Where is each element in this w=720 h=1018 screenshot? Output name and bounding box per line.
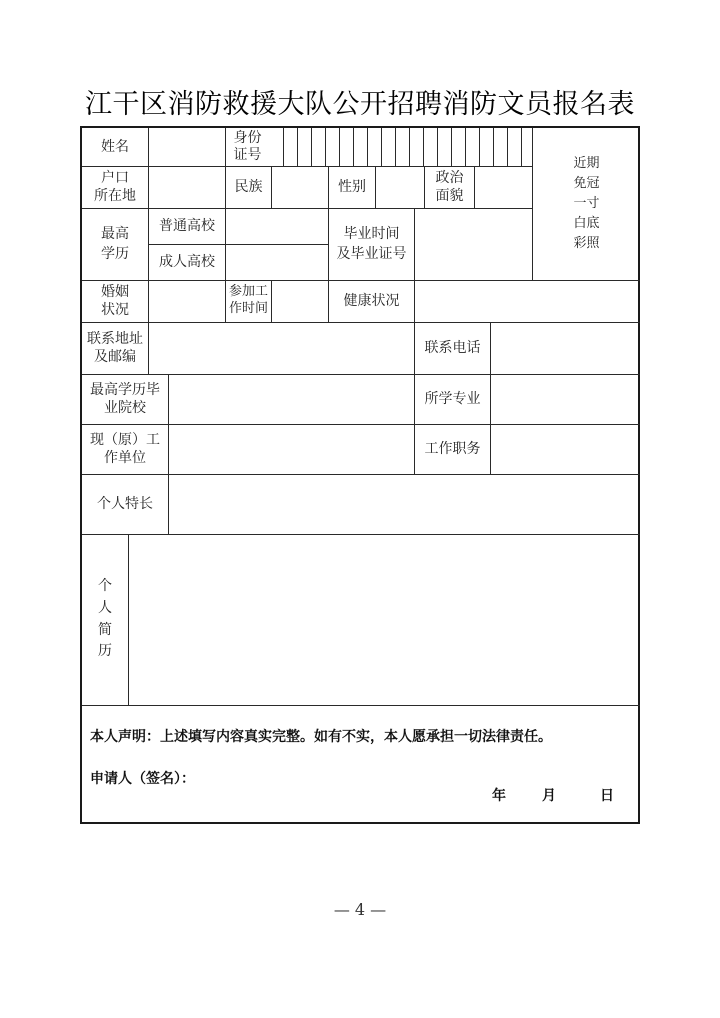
label-marital-status bbox=[82, 280, 148, 322]
label-health: 健康状况 bbox=[343, 292, 400, 309]
political-status-field[interactable] bbox=[475, 166, 532, 208]
form-title: 江干区消防救援大队公开招聘消防文员报名表 bbox=[85, 89, 635, 120]
employer-field[interactable] bbox=[169, 424, 414, 474]
gender-field[interactable] bbox=[376, 166, 424, 208]
regular-college-field[interactable] bbox=[226, 208, 328, 244]
label-education-line2: 学历 bbox=[101, 246, 129, 262]
label-phone: 联系电话 bbox=[424, 339, 481, 356]
label-highest-education bbox=[82, 208, 148, 280]
photo-hint-line4: 白底 bbox=[573, 216, 600, 232]
label-political-line1: 政治 bbox=[435, 169, 464, 186]
label-resume-char2: 人 bbox=[98, 599, 112, 616]
hukou-field[interactable] bbox=[149, 166, 225, 208]
photo-box[interactable] bbox=[533, 128, 640, 280]
photo-hint-line2: 免冠 bbox=[573, 175, 600, 191]
photo-hint-line1: 近期 bbox=[573, 155, 600, 171]
label-hukou-line1: 户口 bbox=[101, 169, 129, 186]
address-field[interactable] bbox=[149, 322, 414, 374]
specialty-field[interactable] bbox=[169, 474, 640, 534]
graduation-school-field[interactable] bbox=[169, 374, 414, 424]
signature-label: 申请人（签名）： bbox=[90, 771, 195, 787]
label-employer-line2: 作单位 bbox=[104, 450, 146, 466]
date-month: 月 bbox=[542, 788, 556, 804]
label-resume bbox=[82, 534, 128, 705]
label-regular-college: 普通高校 bbox=[159, 217, 215, 234]
label-school-line2: 业院校 bbox=[104, 400, 146, 416]
label-adult-college: 成人高校 bbox=[159, 253, 215, 270]
phone-field[interactable] bbox=[491, 322, 640, 374]
photo-hint-line5: 彩照 bbox=[573, 236, 600, 252]
signature-field[interactable] bbox=[202, 760, 402, 788]
label-specialty: 个人特长 bbox=[97, 495, 153, 512]
declaration-text: 本人声明：上述填写内容真实完整。如有不实，本人愿承担一切法律责任。 bbox=[90, 729, 552, 745]
label-name: 姓名 bbox=[101, 138, 129, 155]
label-hukou-line2: 所在地 bbox=[94, 188, 136, 204]
marital-status-field[interactable] bbox=[149, 280, 225, 322]
label-gender: 性别 bbox=[338, 178, 366, 195]
position-field[interactable] bbox=[491, 424, 640, 474]
major-field[interactable] bbox=[491, 374, 640, 424]
health-field[interactable] bbox=[415, 280, 640, 322]
date-day: 日 bbox=[600, 788, 614, 804]
label-marital-line1: 婚姻 bbox=[101, 283, 129, 300]
label-position: 工作职务 bbox=[424, 440, 481, 457]
page-number: — 4 — bbox=[333, 900, 387, 919]
label-work-start bbox=[226, 280, 271, 322]
label-address-line1: 联系地址 bbox=[87, 330, 143, 347]
registration-form-table bbox=[80, 126, 640, 824]
label-work-start-line1: 参加工 bbox=[228, 284, 268, 300]
label-employer bbox=[82, 424, 168, 474]
label-graduation-line2: 及毕业证号 bbox=[336, 246, 407, 262]
label-ethnicity: 民族 bbox=[234, 178, 263, 195]
adult-college-field[interactable] bbox=[226, 244, 328, 280]
photo-hint-line3: 一寸 bbox=[573, 195, 600, 211]
label-school-line1: 最高学历毕 bbox=[90, 381, 160, 398]
label-work-start-line2: 作时间 bbox=[228, 301, 268, 316]
label-graduation-line1: 毕业时间 bbox=[343, 225, 400, 242]
label-id-number-line1: 身份 bbox=[233, 129, 262, 146]
label-resume-char4: 历 bbox=[98, 643, 112, 660]
label-employer-line1: 现（原）工 bbox=[90, 431, 160, 448]
label-address bbox=[82, 322, 148, 374]
label-hukou bbox=[82, 166, 148, 208]
label-id-number-line2: 证号 bbox=[233, 147, 262, 163]
label-education-line1: 最高 bbox=[101, 225, 129, 242]
name-field[interactable] bbox=[149, 128, 225, 166]
label-political-status bbox=[425, 166, 474, 208]
label-political-line2: 面貌 bbox=[435, 188, 464, 204]
label-major: 所学专业 bbox=[424, 390, 481, 407]
id-number-digits[interactable] bbox=[270, 128, 532, 166]
label-graduation-info bbox=[329, 208, 414, 280]
date-year: 年 bbox=[492, 788, 506, 804]
ethnicity-field[interactable] bbox=[272, 166, 328, 208]
label-resume-char1: 个 bbox=[98, 578, 112, 595]
label-id-number bbox=[226, 128, 269, 166]
label-graduation-school bbox=[82, 374, 168, 424]
graduation-info-field[interactable] bbox=[415, 208, 532, 280]
resume-field[interactable] bbox=[129, 534, 640, 705]
label-resume-char3: 简 bbox=[98, 621, 112, 638]
work-start-field[interactable] bbox=[272, 280, 328, 322]
label-marital-line2: 状况 bbox=[101, 302, 129, 318]
label-address-line2: 及邮编 bbox=[94, 349, 136, 365]
